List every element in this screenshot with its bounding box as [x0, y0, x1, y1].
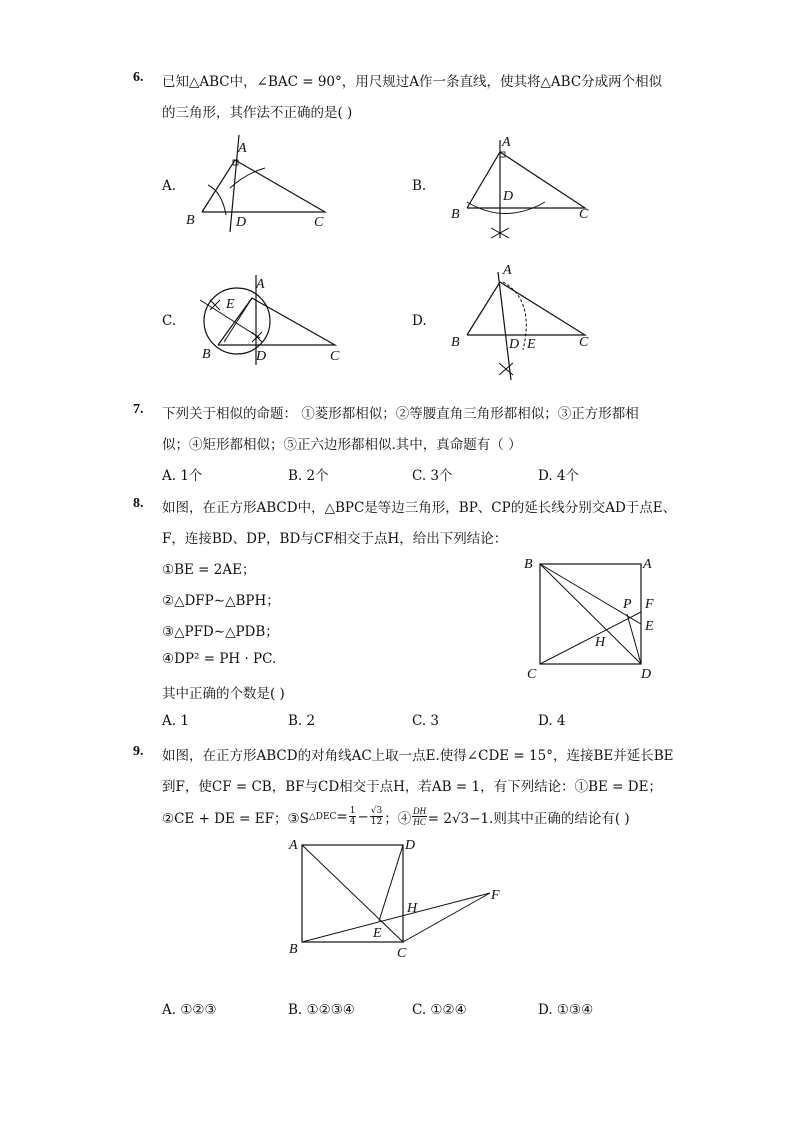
fig-label: B	[524, 557, 533, 572]
q9-area-subscript: △DEC	[308, 811, 337, 822]
q8-stem-line1: 如图，在正方形ABCD中，△BPC是等边三角形，BP、CP的延长线分别交AD于点E、	[162, 500, 677, 516]
q7-number: 7.	[133, 402, 144, 417]
fig-label: D	[641, 667, 652, 682]
fig-label: B	[289, 942, 298, 957]
fig-label: A	[643, 557, 652, 572]
q8-option-d[interactable]: D. 4	[538, 713, 566, 729]
q9-line3-part-b: =	[336, 808, 348, 825]
fig-label: A	[256, 277, 265, 292]
q9-figure	[285, 835, 515, 965]
fig-label: A	[289, 838, 298, 853]
q8-number: 8.	[133, 496, 144, 511]
q9-line3-part-d: ；④	[384, 810, 412, 827]
q8-stem-line2: F，连接BD、DP，BD与CF相交于点H，给出下列结论：	[162, 531, 508, 547]
fig-label: B	[186, 213, 195, 228]
fig-label: C	[579, 207, 589, 222]
fig-label: B	[451, 207, 460, 222]
q7-stem-line1: 下列关于相似的命题： ①菱形都相似；②等腰直角三角形都相似；③正方形都相	[162, 406, 639, 422]
fig-label: C	[330, 349, 340, 364]
frac-den: 4	[349, 817, 356, 827]
frac-num: DH	[412, 806, 426, 816]
fig-label: H	[595, 635, 606, 650]
q8-option-a[interactable]: A. 1	[162, 713, 189, 729]
q9-stem-line1: 如图，在正方形ABCD的对角线AC上取一点E.使得∠CDE = 15°，连接BE并延长BE	[162, 748, 674, 764]
q8-conclusion-4: ④DP² = PH · PC.	[162, 651, 277, 667]
fig-label: F	[491, 888, 500, 903]
q6-number: 6.	[133, 70, 144, 85]
fig-label: E	[527, 337, 536, 352]
frac-num: √3	[370, 806, 383, 816]
fig-label: D	[509, 337, 520, 352]
q6-option-c[interactable]: C.	[162, 313, 177, 329]
q9-stem-line3	[162, 806, 630, 827]
frac-den: 12	[370, 817, 383, 827]
fig-label: B	[451, 335, 460, 350]
fig-label: E	[226, 297, 235, 312]
q7-option-b[interactable]: B. 2个	[288, 468, 329, 484]
fig-label: D	[503, 189, 514, 204]
q6-option-d[interactable]: D.	[412, 313, 427, 329]
q8-conclusion-2: ②△DFP∼△BPH；	[162, 593, 280, 609]
q8-figure	[515, 550, 665, 685]
q9-frac-2	[370, 806, 383, 827]
q6-stem-line1: 已知△ABC中，∠BAC = 90°，用尺规过A作一条直线，使其将△ABC分成两个相似	[162, 74, 663, 90]
fig-label: E	[373, 926, 382, 941]
fig-label: D	[405, 838, 416, 853]
fig-label: E	[645, 619, 654, 634]
q9-line3-part-c: −	[357, 808, 369, 825]
q9-frac-1	[349, 806, 357, 827]
fig-label: D	[256, 349, 267, 364]
fig-label: D	[236, 215, 247, 230]
q8-option-b[interactable]: B. 2	[288, 713, 316, 729]
q7-option-d[interactable]: D. 4个	[538, 468, 580, 484]
q9-frac-3	[412, 806, 427, 827]
frac-den: HC	[413, 817, 426, 827]
q7-option-c[interactable]: C. 3个	[412, 468, 453, 484]
q8-ask: 其中正确的个数是( )	[162, 686, 285, 702]
fig-label: C	[527, 667, 537, 682]
fig-label: P	[623, 597, 632, 612]
q6-figure-a	[180, 130, 340, 240]
q6-option-a[interactable]: A.	[162, 178, 177, 194]
q9-line3-part-e: = 2√3−1.则其中正确的结论有( )	[427, 810, 630, 827]
q9-line3-part-a: ②CE + DE = EF；③S	[162, 810, 309, 827]
fig-label: B	[202, 347, 211, 362]
fig-label: A	[238, 141, 247, 156]
q9-stem-line2: 到F，使CF = CB，BF与CD相交于点H，若AB = 1，有下列结论：①BE = DE；	[162, 779, 662, 795]
fig-label: C	[397, 946, 407, 961]
q9-option-c[interactable]: C. ①②④	[412, 1002, 467, 1018]
q6-figure-b	[445, 130, 605, 245]
q9-number: 9.	[133, 744, 144, 759]
q8-conclusion-3: ③△PFD∼△PDB；	[162, 624, 279, 640]
fig-label: C	[314, 215, 324, 230]
q7-option-a[interactable]: A. 1个	[162, 468, 203, 484]
fig-label: C	[579, 335, 589, 350]
q6-option-b[interactable]: B.	[412, 178, 427, 194]
fig-label: A	[503, 263, 512, 278]
fig-label: H	[407, 901, 418, 916]
q7-stem-line2: 似；④矩形都相似；⑤正六边形都相似.其中，真命题有（ ）	[162, 437, 522, 453]
q6-stem-line2: 的三角形，其作法不正确的是( )	[162, 105, 353, 121]
q9-option-b[interactable]: B. ①②③④	[288, 1002, 355, 1018]
frac-num: 1	[349, 806, 356, 816]
q9-option-a[interactable]: A. ①②③	[162, 1002, 217, 1018]
fig-label: F	[645, 597, 654, 612]
q9-option-d[interactable]: D. ①③④	[538, 1002, 594, 1018]
q8-option-c[interactable]: C. 3	[412, 713, 440, 729]
fig-label: A	[502, 135, 511, 150]
q8-conclusion-1: ①BE = 2AE；	[162, 562, 256, 578]
q6-figure-d	[445, 260, 605, 385]
q6-figure-c	[190, 270, 350, 370]
